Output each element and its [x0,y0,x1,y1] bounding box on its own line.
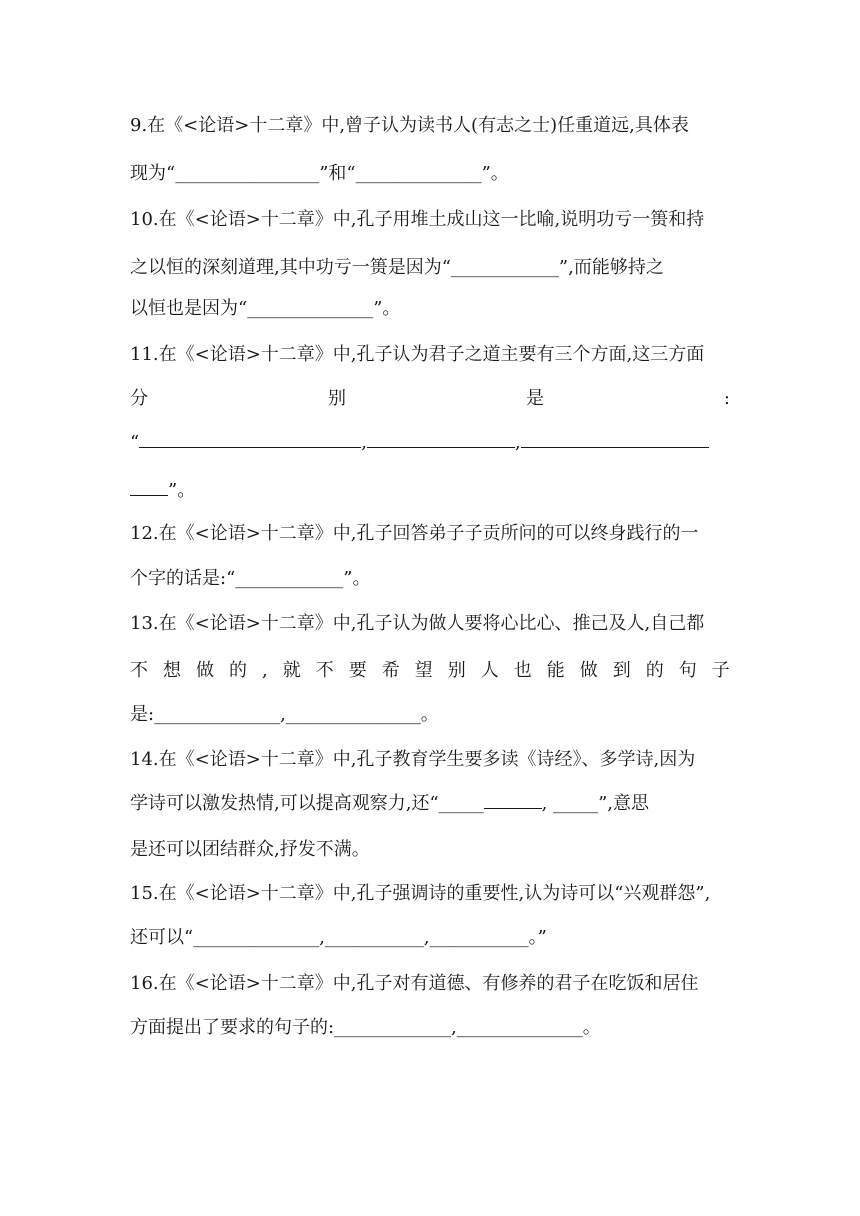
spread-char: 要 [348,660,367,681]
answer-blank-solid [484,792,542,809]
question-11-line-1: 11.在《<论语>十二章》中,孔子认为君子之道主要有三个方面,这三方面 [130,344,705,365]
spread-char: 希 [381,660,400,681]
question-16-line-2: 方面提出了要求的句子的:_____________,______________。 [130,1017,601,1038]
closing-punctuation: ”。 [168,480,196,501]
question-13-line-1: 13.在《<论语>十二章》中,孔子认为做人要将心比心、推己及人,自己都 [130,613,705,634]
question-12-line-1: 12.在《<论语>十二章》中,孔子回答弟子子贡所问的可以终身践行的一 [130,523,699,544]
spread-char: 的 [645,660,664,681]
question-12-line-2: 个字的话是:“____________”。 [130,568,371,589]
comma: , [514,432,521,453]
answer-blank-1 [139,431,361,448]
question-9-line-2: 现为“________________”和“______________”。 [130,163,509,184]
question-10-line-3: 以恒也是因为“______________”。 [130,298,401,319]
spread-char: 是 [525,388,544,409]
spread-char: 不 [315,660,334,681]
spread-char: 望 [414,660,433,681]
spread-char: 分 [130,388,148,409]
spread-char: 人 [480,660,499,681]
question-14-line-1: 14.在《<论语>十二章》中,孔子教育学生要多读《诗经》、多学诗,因为 [130,749,696,770]
spread-char: 到 [612,660,631,681]
question-9-line-1: 9.在《<论语>十二章》中,曾子认为读书人(有志之士)任重道远,具体表 [130,115,689,136]
spread-char: : [723,388,730,409]
question-10-line-1: 10.在《<论语>十二章》中,孔子用堆土成山这一比喻,说明功亏一篑和持 [130,209,705,230]
spread-char: 不 [130,660,148,681]
question-14-line-3: 是还可以团结群众,抒发不满。 [130,839,370,860]
comma: , [361,432,367,453]
spread-char: 想 [163,660,181,681]
question-15-line-2: 还可以“______________,___________,___________。” [130,927,547,948]
question-11-line-3 [130,431,730,455]
answer-blank-3-continued [130,479,168,496]
open-quote: “ [130,432,140,453]
question-15-line-1: 15.在《<论语>十二章》中,孔子强调诗的重要性,认为诗可以“兴观群怨”, [130,883,711,904]
line-middle: , _____ [541,793,599,814]
spread-char: 别 [447,660,466,681]
answer-blank-3 [521,431,709,448]
question-16-line-1: 16.在《<论语>十二章》中,孔子对有道德、有修养的君子在吃饭和居住 [130,973,699,994]
spread-char: , [262,660,268,681]
question-13-line-2 [130,659,730,683]
spread-char: 也 [513,660,532,681]
spread-char: 别 [327,388,346,409]
question-14-line-2 [130,792,730,816]
line-prefix: 学诗可以激发热情,可以提高观察力,还“_____ [130,793,484,814]
question-11-line-2 [130,387,730,411]
line-suffix: ”,意思 [598,793,650,814]
spread-char: 的 [229,660,247,681]
spread-char: 句 [678,660,697,681]
spread-char: 能 [546,660,565,681]
question-13-line-3: 是:______________,_______________。 [130,704,439,725]
spread-char: 做 [579,660,598,681]
spread-char: 做 [196,660,214,681]
answer-blank-2 [367,431,515,448]
spread-char: 就 [282,660,301,681]
question-11-line-4 [130,479,730,503]
spread-char: 子 [711,660,730,681]
question-10-line-2: 之以恒的深刻道理,其中功亏一篑是因为“____________”,而能够持之 [130,257,664,278]
